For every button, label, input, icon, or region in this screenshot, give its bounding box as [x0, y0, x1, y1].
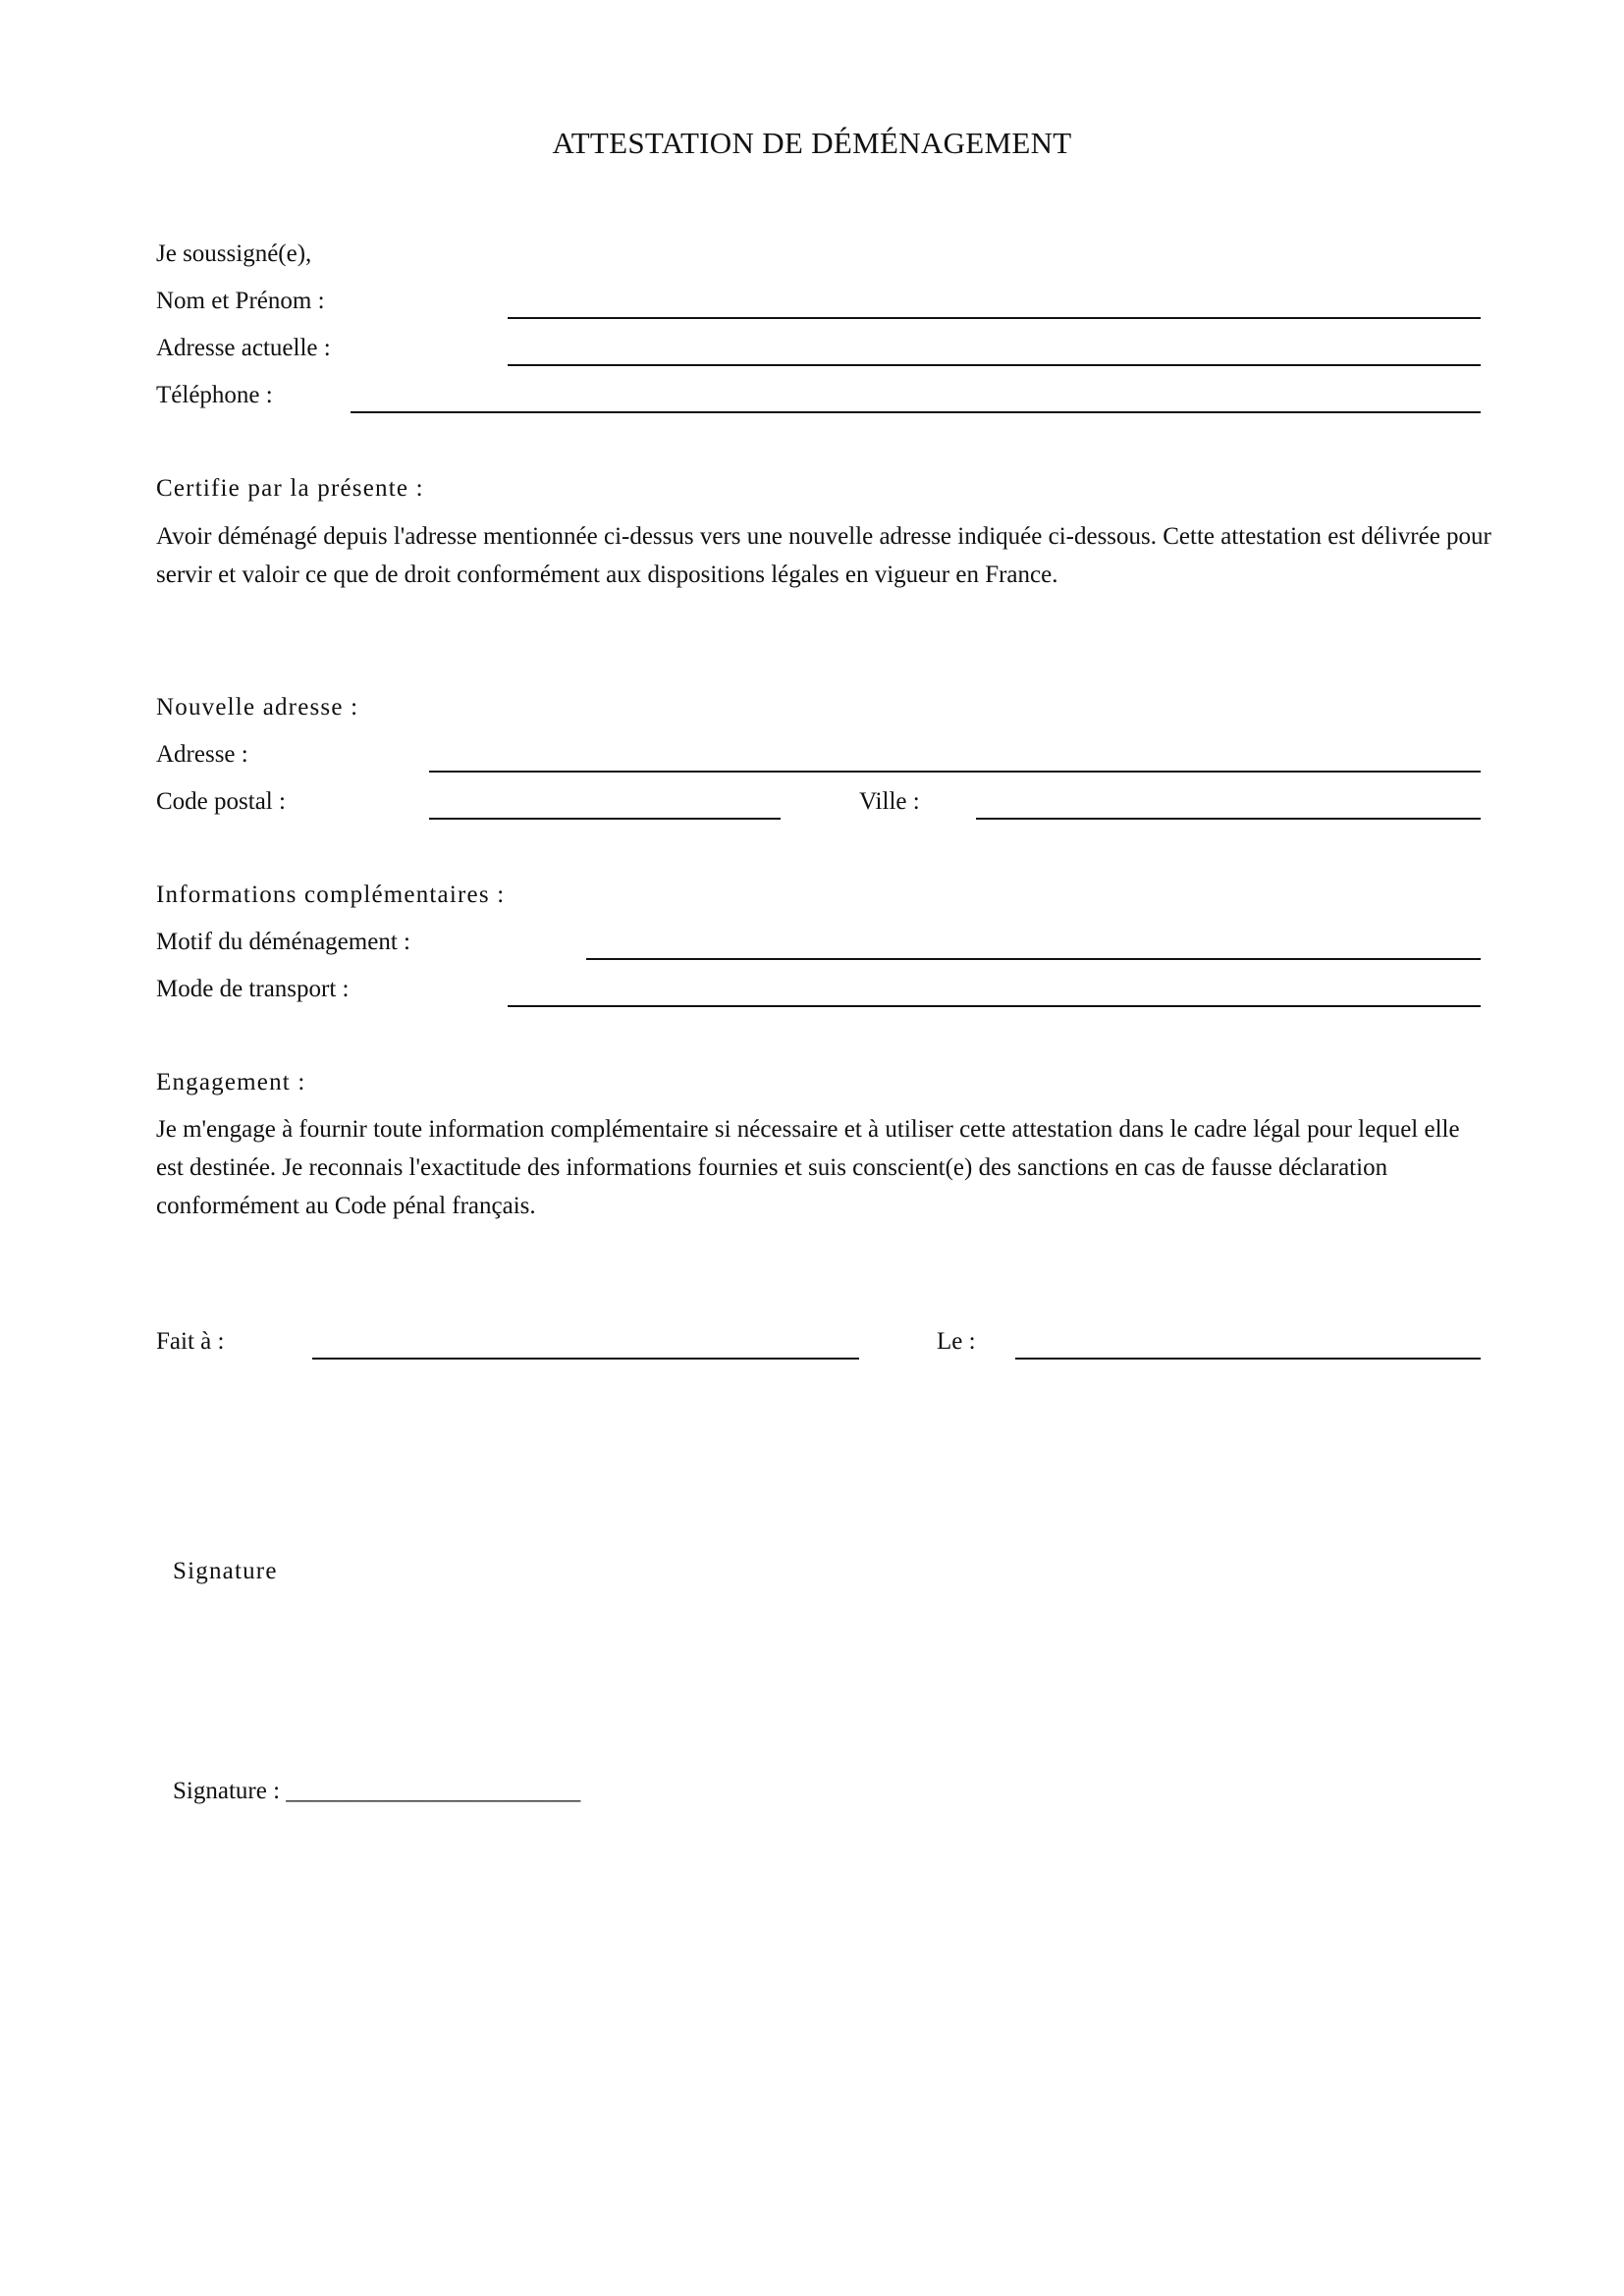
engagement-heading: Engagement :	[156, 1069, 306, 1095]
reason-field-line[interactable]	[586, 958, 1481, 960]
name-label: Nom et Prénom :	[156, 288, 325, 314]
transport-field-line[interactable]	[508, 1005, 1481, 1007]
signature-line[interactable]: Signature : ________________________	[173, 1778, 581, 1804]
new-address-label: Adresse :	[156, 741, 248, 768]
name-field-line[interactable]	[508, 317, 1481, 319]
city-field-line[interactable]	[976, 818, 1481, 820]
certify-heading: Certifie par la présente :	[156, 475, 424, 502]
intro-text: Je soussigné(e),	[156, 240, 312, 267]
document-title: ATTESTATION DE DÉMÉNAGEMENT	[552, 126, 1072, 160]
certify-paragraph: Avoir déménagé depuis l'adresse mentionnée ci-dessus vers une nouvelle adresse indiquée ci-dessous. Cette attestation est délivrée pour servir et valoir ce que de droit conformément aux dispositions légales en vigueur en France.	[156, 523, 1491, 588]
phone-field-line[interactable]	[351, 411, 1481, 413]
date-label: Le :	[937, 1328, 976, 1355]
signature-heading: Signature	[173, 1558, 278, 1584]
date-field-line[interactable]	[1015, 1358, 1481, 1360]
engagement-paragraph: Je m'engage à fournir toute information complémentaire si nécessaire et à utiliser cette attestation dans le cadre légal pour lequel elle est destinée. Je reconnais l'exactitude des informations fournies et suis conscient(e) des sanctions en cas de fausse déclaration conformément au Code pénal français.	[156, 1116, 1460, 1219]
current-address-label: Adresse actuelle :	[156, 335, 331, 361]
current-address-field-line[interactable]	[508, 364, 1481, 366]
new-address-field-line[interactable]	[429, 771, 1481, 773]
transport-label: Mode de transport :	[156, 976, 350, 1002]
place-label: Fait à :	[156, 1328, 225, 1355]
new-address-heading: Nouvelle adresse :	[156, 694, 359, 721]
place-field-line[interactable]	[312, 1358, 859, 1360]
reason-label: Motif du déménagement :	[156, 929, 410, 955]
additional-info-heading: Informations complémentaires :	[156, 881, 506, 908]
postal-code-field-line[interactable]	[429, 818, 781, 820]
city-label: Ville :	[859, 788, 920, 815]
phone-label: Téléphone :	[156, 382, 273, 408]
postal-code-label: Code postal :	[156, 788, 286, 815]
